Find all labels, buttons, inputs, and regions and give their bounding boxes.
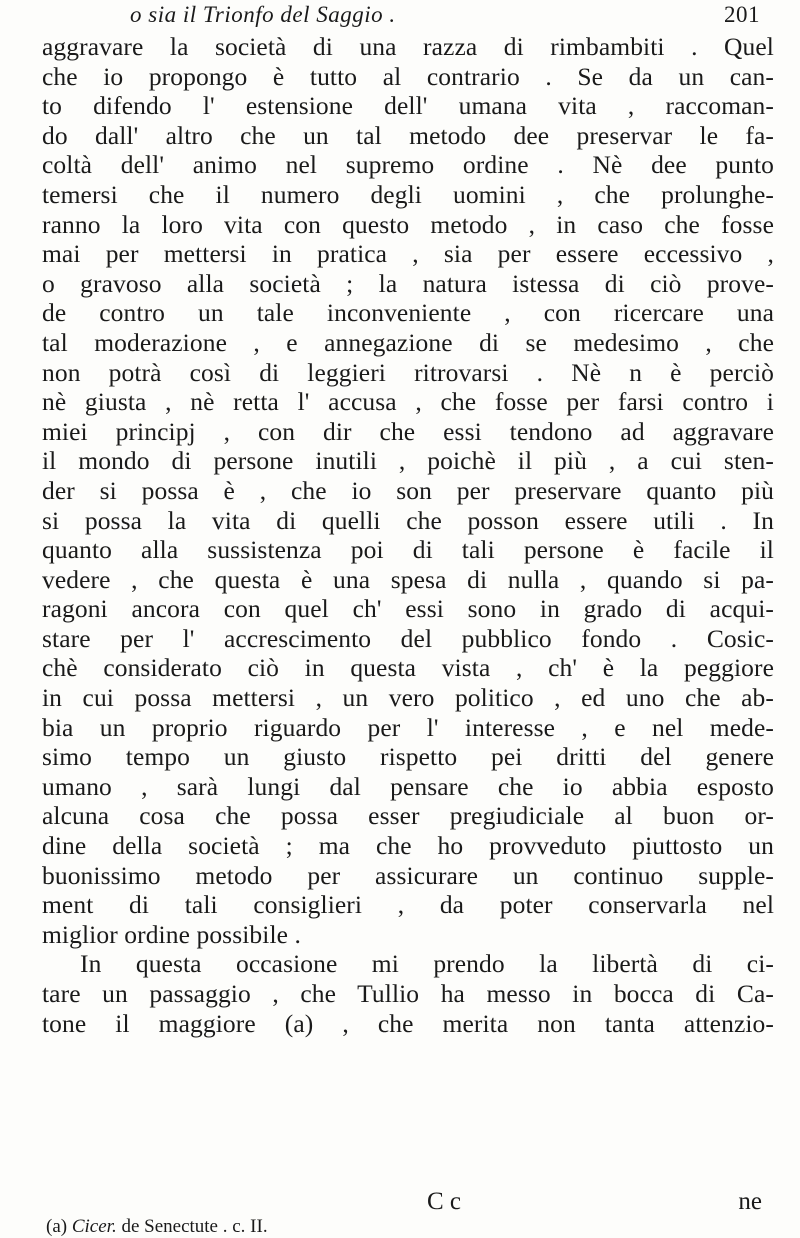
text-line: dine della società ; ma che ho provveduto piuttosto un <box>42 831 774 861</box>
running-title: o sia il Trionfo del Saggio . <box>130 2 396 27</box>
text-line: aggravare la società di una razza di rimbambiti . Quel <box>42 32 774 61</box>
page-foot <box>42 1188 774 1218</box>
text-line: quanto alla sussistenza poi di tali persone è facile il <box>42 535 774 565</box>
text-line: do dall' altro che un tal metodo dee preservar le fa- <box>42 120 774 150</box>
footnote <box>46 1216 268 1238</box>
signature-mark: C c <box>427 1188 462 1215</box>
text-line: coltà dell' animo nel supremo ordine . Nè dee punto <box>42 150 774 180</box>
text-line: non potrà così di leggieri ritrovarsi . Nè n è perciò <box>42 357 774 387</box>
text-line: de contro un tale inconveniente , con ricercare una <box>42 298 774 328</box>
text-line: si possa la vita di quelli che posson essere utili . In <box>42 505 774 535</box>
text-line: to difendo l' estensione dell' umana vita , raccoman- <box>42 91 774 121</box>
text-line: o gravoso alla società ; la natura istessa di ciò prove- <box>42 268 774 298</box>
text-line: ragoni ancora con quel ch' essi sono in grado di acqui- <box>42 594 774 624</box>
text-line: vedere , che questa è una spesa di nulla , quando si pa- <box>42 564 774 594</box>
text-line: simo tempo un giusto rispetto pei dritti del genere <box>42 742 774 772</box>
text-line: bia un proprio riguardo per l' interesse , e nel mede- <box>42 712 774 742</box>
catchword: ne <box>738 1188 762 1215</box>
text-line: mai per mettersi in pratica , sia per essere eccessivo , <box>42 239 774 269</box>
text-line: tone il maggiore (a) , che merita non tanta attenzio- <box>42 1008 774 1038</box>
page-number: 201 <box>724 2 760 27</box>
text-line: stare per l' accrescimento del pubblico fondo . Cosic- <box>42 623 774 653</box>
footnote-reference: de Senectute . c. II. <box>121 1216 268 1237</box>
text-line: il mondo di persone inutili , poichè il più , a cui sten- <box>42 446 774 476</box>
text-line: nè giusta , nè retta l' accusa , che fosse per farsi contro i <box>42 387 774 417</box>
text-line: tare un passaggio , che Tullio ha messo in bocca di Ca- <box>42 979 774 1008</box>
text-line: ment di tali consiglieri , da poter conservarla nel <box>42 890 774 920</box>
text-line: temersi che il numero degli uomini , che prolunghe- <box>42 179 774 209</box>
page-header <box>130 2 760 32</box>
text-line: miei principj , con dir che essi tendono ad aggravare <box>42 416 774 446</box>
text-line: buonissimo metodo per assicurare un continuo supple- <box>42 860 774 890</box>
text-line: chè considerato ciò in questa vista , ch' è la peggiore <box>42 653 774 683</box>
text-line: alcuna cosa che possa esser pregiudiciale al buon or- <box>42 801 774 831</box>
text-line: umano , sarà lungi dal pensare che io abbia esposto <box>42 771 774 801</box>
text-line: der si possa è , che io son per preservare quanto più <box>42 475 774 505</box>
text-line: che io propongo è tutto al contrario . Se da un can- <box>42 61 774 91</box>
body-text <box>42 32 774 1038</box>
paragraph-start-line: In questa occasione mi prendo la libertà di ci- <box>80 949 774 979</box>
text-line: tal moderazione , e annegazione di se medesimo , che <box>42 327 774 357</box>
footnote-source: Cicer. <box>71 1216 117 1237</box>
footnote-marker: (a) <box>46 1216 68 1237</box>
text-line: in cui possa mettersi , un vero politico , ed uno che ab- <box>42 683 774 713</box>
text-line: ranno la loro vita con questo metodo , in caso che fosse <box>42 209 774 239</box>
paragraph-end-line: miglior ordine possibile . <box>42 919 301 949</box>
